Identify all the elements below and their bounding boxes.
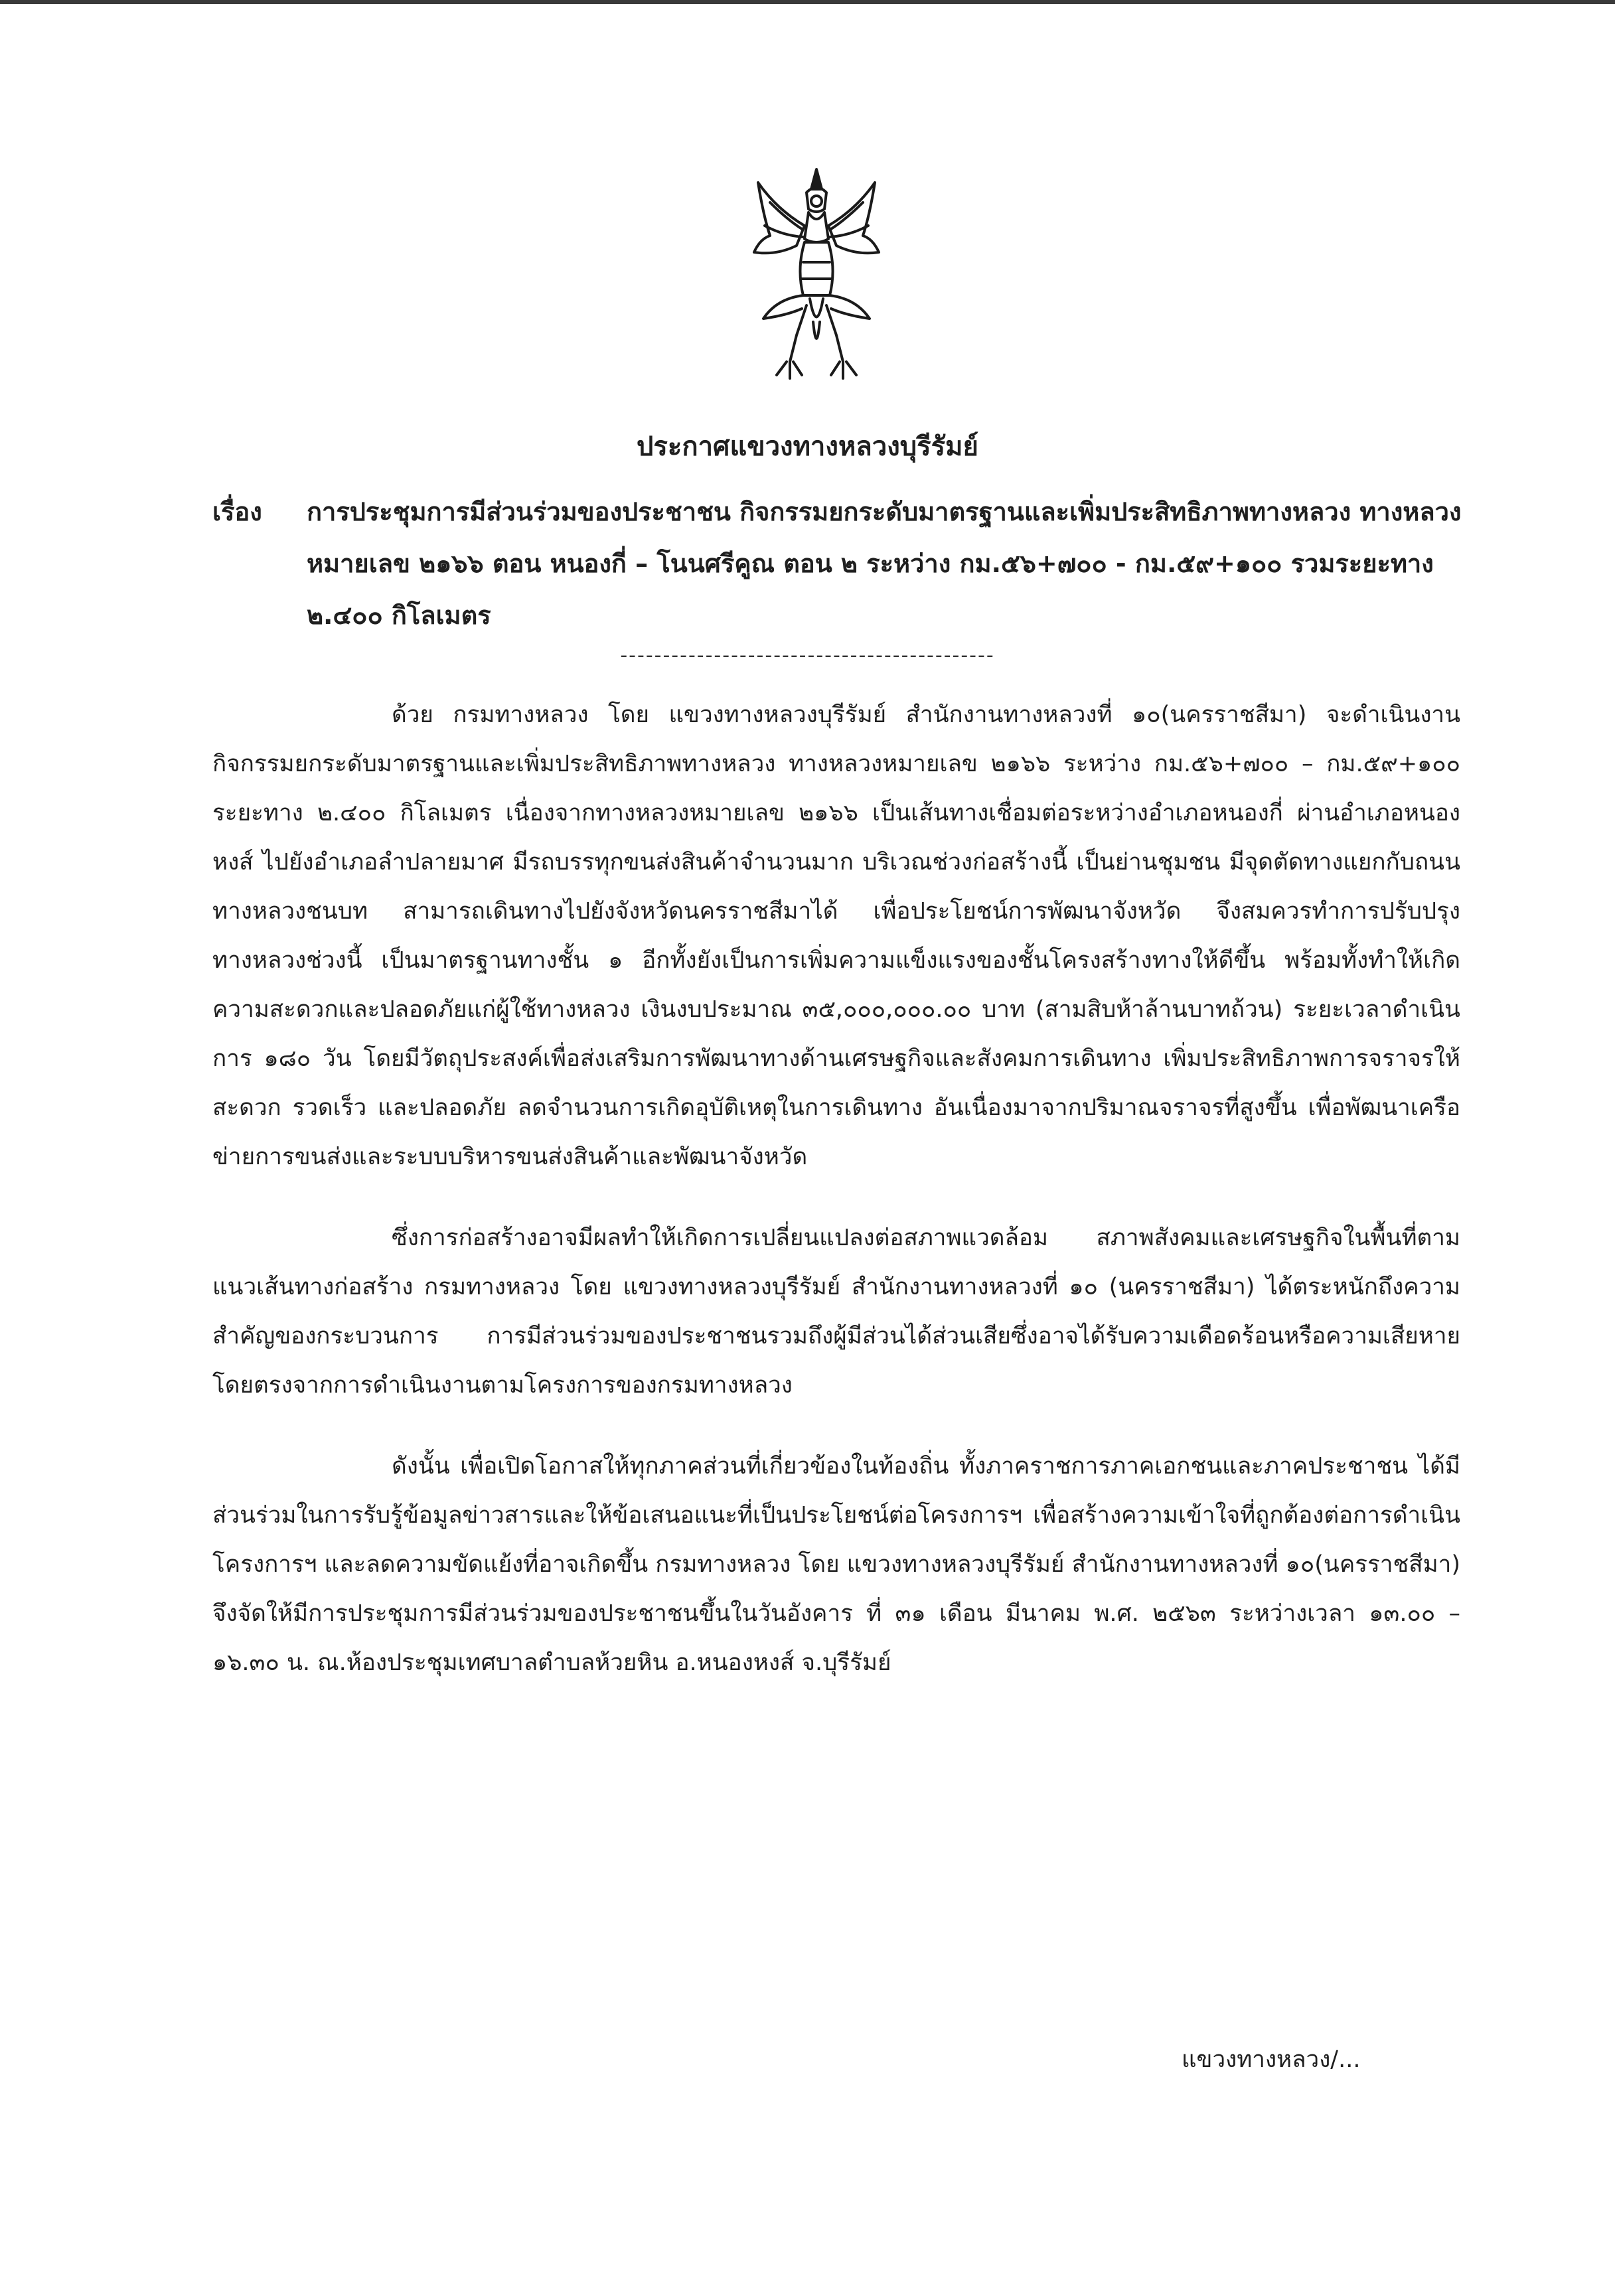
continuation-note: แขวงทางหลวง/... xyxy=(1182,2046,1361,2073)
announcement-subject xyxy=(0,486,1615,641)
body-paragraph-3: ดังนั้น เพื่อเปิดโอกาสให้ทุกภาคส่วนที่เกี่ยวข้องในท้องถิ่น ทั้งภาคราชการภาคเอกชนและภาคประชาชน ได้มีส่วนร่วมในการรับรู้ข้อมูลข่าวสารและให้ข้อเสนอแนะที่เป็นประโยชน์ต่อโครงการฯ เพื่อสร้างความเข้าใจที่ถูกต้องต่อการดำเนินโครงการฯ และลดความขัดแย้งที่อาจเกิดขึ้น กรมทางหลวง โดย แขวงทางหลวงบุรีรัมย์ สำนักงานทางหลวงที่ ๑๐(นครราชสีมา) จึงจัดให้มีการประชุมการมีส่วนร่วมของประชาชนขึ้นในวันอังคาร ที่ ๓๑ เดือน มีนาคม พ.ศ. ๒๕๖๓ ระหว่างเวลา ๑๓.๐๐ – ๑๖.๓๐ น. ณ.ห้องประชุมเทศบาลตำบลห้วยหิน อ.หนองหงส์ จ.บุรีรัมย์ xyxy=(212,1453,1460,1676)
body-paragraph-2: ซึ่งการก่อสร้างอาจมีผลทำให้เกิดการเปลี่ยนแปลงต่อสภาพแวดล้อม สภาพสังคมและเศรษฐกิจในพื้นที่ตามแนวเส้นทางก่อสร้าง กรมทางหลวง โดย แขวงทางหลวงบุรีรัมย์ สำนักงานทางหลวงที่ ๑๐ (นครราชสีมา) ได้ตระหนักถึงความสำคัญของกระบวนการ การมีส่วนร่วมของประชาชนรวมถึงผู้มีส่วนได้ส่วนเสียซึ่งอาจได้รับความเดือดร้อนหรือความเสียหายโดยตรงจากการดำเนินงานตามโครงการของกรมทางหลวง xyxy=(212,1225,1460,1399)
subject-label: เรื่อง xyxy=(212,497,262,526)
announcement-header xyxy=(0,425,1615,667)
announcement-body xyxy=(212,690,1460,1719)
announcement-title: ประกาศแขวงทางหลวงบุรีรัมย์ xyxy=(637,431,978,462)
subject-text: การประชุมการมีส่วนร่วมของประชาชน กิจกรรมยกระดับมาตรฐานและเพิ่มประสิทธิภาพทางหลวง ทางหลวงหมายเลข ๒๑๖๖ ตอน หนองกี่ – โนนศรีคูณ ตอน ๒ ระหว่าง กม.๕๖+๗๐๐ - กม.๕๙+๑๐๐ รวมระยะทาง ๒.๔๐๐ กิโลเมตร xyxy=(307,497,1462,630)
garuda-emblem-icon xyxy=(750,163,883,395)
top-border xyxy=(0,0,1615,4)
header-divider: -------------------------------------------- xyxy=(620,644,995,667)
body-paragraph-1: ด้วย กรมทางหลวง โดย แขวงทางหลวงบุรีรัมย์ สำนักงานทางหลวงที่ ๑๐(นครราชสีมา) จะดำเนินงานกิจกรรมยกระดับมาตรฐานและเพิ่มประสิทธิภาพทางหลวง ทางหลวงหมายเลข ๒๑๖๖ ระหว่าง กม.๕๖+๗๐๐ – กม.๕๙+๑๐๐ ระยะทาง ๒.๔๐๐ กิโลเมตร เนื่องจากทางหลวงหมายเลข ๒๑๖๖ เป็นเส้นทางเชื่อมต่อระหว่างอำเภอหนองกี่ ผ่านอำเภอหนองหงส์ ไปยังอำเภอลำปลายมาศ มีรถบรรทุกขนส่งสินค้าจำนวนมาก บริเวณช่วงก่อสร้างนี้ เป็นย่านชุมชน มีจุดตัดทางแยกกับถนนทางหลวงชนบท สามารถเดินทางไปยังจังหวัดนครราชสีมาได้ เพื่อประโยชน์การพัฒนาจังหวัด จึงสมควรทำการปรับปรุงทางหลวงช่วงนี้ เป็นมาตรฐานทางชั้น ๑ อีกทั้งยังเป็นการเพิ่มความแข็งแรงของชั้นโครงสร้างทางให้ดีขึ้น พร้อมทั้งทำให้เกิดความสะดวกและปลอดภัยแก่ผู้ใช้ทางหลวง เงินงบประมาณ ๓๕,๐๐๐,๐๐๐.๐๐ บาท (สามสิบห้าล้านบาทถ้วน) ระยะเวลาดำเนินการ ๑๘๐ วัน โดยมีวัตถุประสงค์เพื่อส่งเสริมการพัฒนาทางด้านเศรษฐกิจและสังคมการเดินทาง เพิ่มประสิทธิภาพการจราจรให้สะดวก รวดเร็ว และปลอดภัย ลดจำนวนการเกิดอุบัติเหตุในการเดินทาง อันเนื่องมาจากปริมาณจราจรที่สูงขึ้น เพื่อพัฒนาเครือข่ายการขนส่งและระบบบริหารขนส่งสินค้าและพัฒนาจังหวัด xyxy=(212,702,1460,1170)
